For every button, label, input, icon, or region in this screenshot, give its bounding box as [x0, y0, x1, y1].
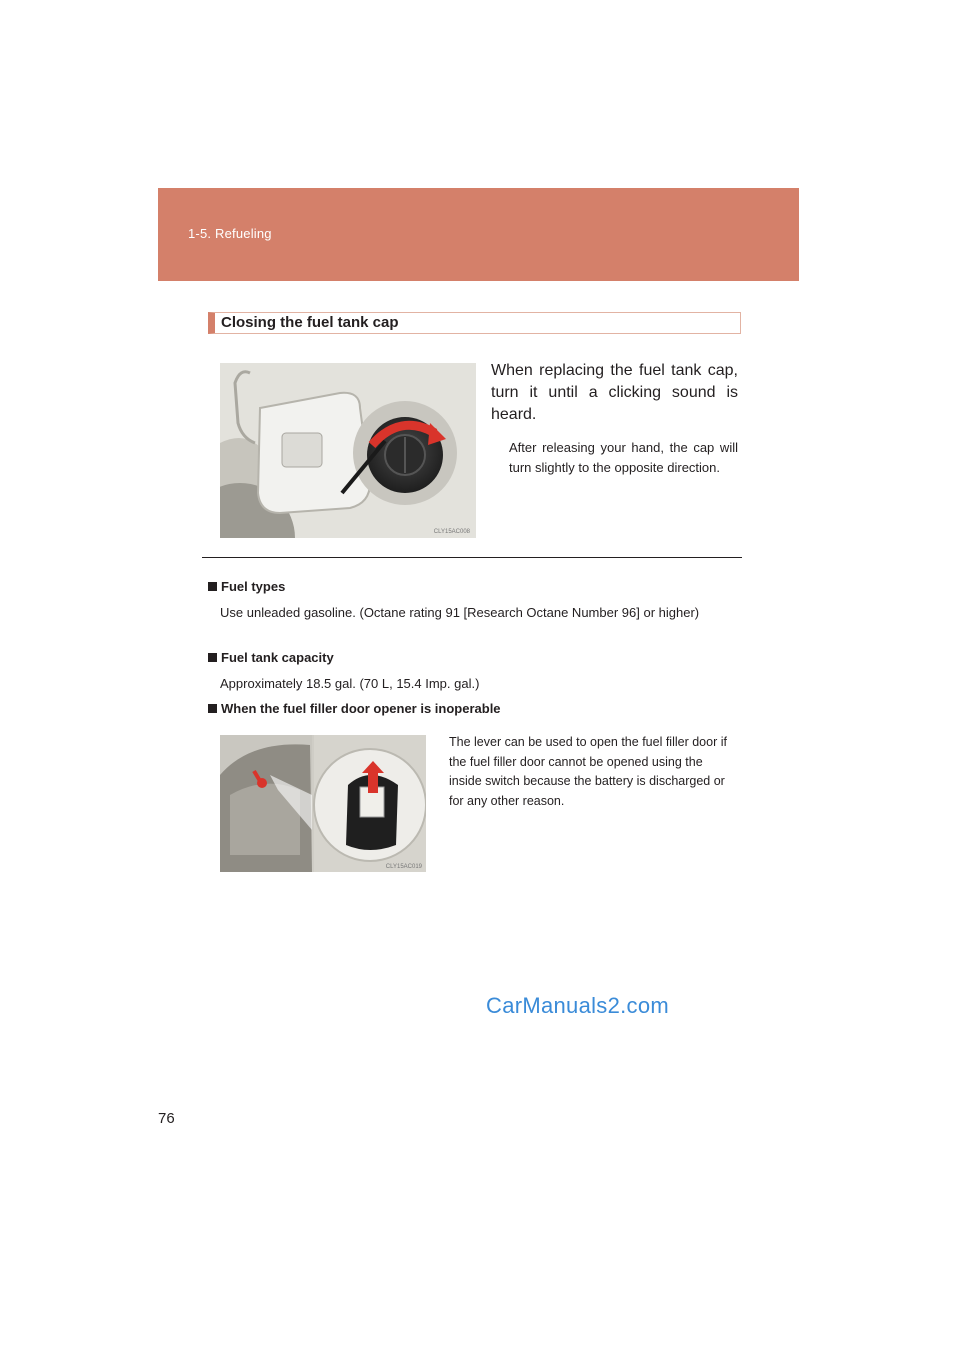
section-title: Closing the fuel tank cap [221, 314, 399, 331]
page-number: 76 [158, 1110, 175, 1127]
info-title-fuel-types [208, 579, 285, 594]
info-title-text: Fuel tank capacity [221, 650, 334, 665]
instruction-note: After releasing your hand, the cap will turn slightly to the opposite direction. [509, 440, 738, 475]
info-title-text: Fuel types [221, 579, 286, 594]
instruction-text: When replacing the fuel tank cap, turn it until a clicking sound is heard. [491, 362, 738, 423]
divider [202, 557, 742, 558]
section-heading [208, 312, 741, 334]
info-text-opener-inoperable: The lever can be used to open the fuel filler door if the fuel filler door cannot be opened using the inside switch because the battery is discharged or for any other reason. [449, 735, 727, 808]
info-text-fuel-types: Use unleaded gasoline. (Octane rating 91 [Research Octane Number 96] or higher) [220, 605, 700, 620]
photo2-code: CLY15AC019 [385, 864, 422, 870]
bullet-square-icon [208, 582, 217, 591]
bullet-square-icon [208, 653, 217, 662]
info-title-opener-inoperable [208, 701, 501, 716]
info-title-tank-capacity [208, 650, 334, 665]
photo1-code: CLY15AC008 [433, 529, 470, 535]
bullet-square-icon [208, 704, 217, 713]
section-label: 1-5. Refueling [188, 226, 272, 241]
info-text-tank-capacity: Approximately 18.5 gal. (70 L, 15.4 Imp. gal.) [220, 676, 480, 691]
info-title-text: When the fuel filler door opener is inoperable [221, 701, 501, 716]
fuel-cap-photo [220, 363, 476, 538]
header-band [158, 188, 799, 281]
watermark: CarManuals2.com [486, 993, 670, 1018]
fuel-filler-lever-photo [220, 735, 426, 872]
